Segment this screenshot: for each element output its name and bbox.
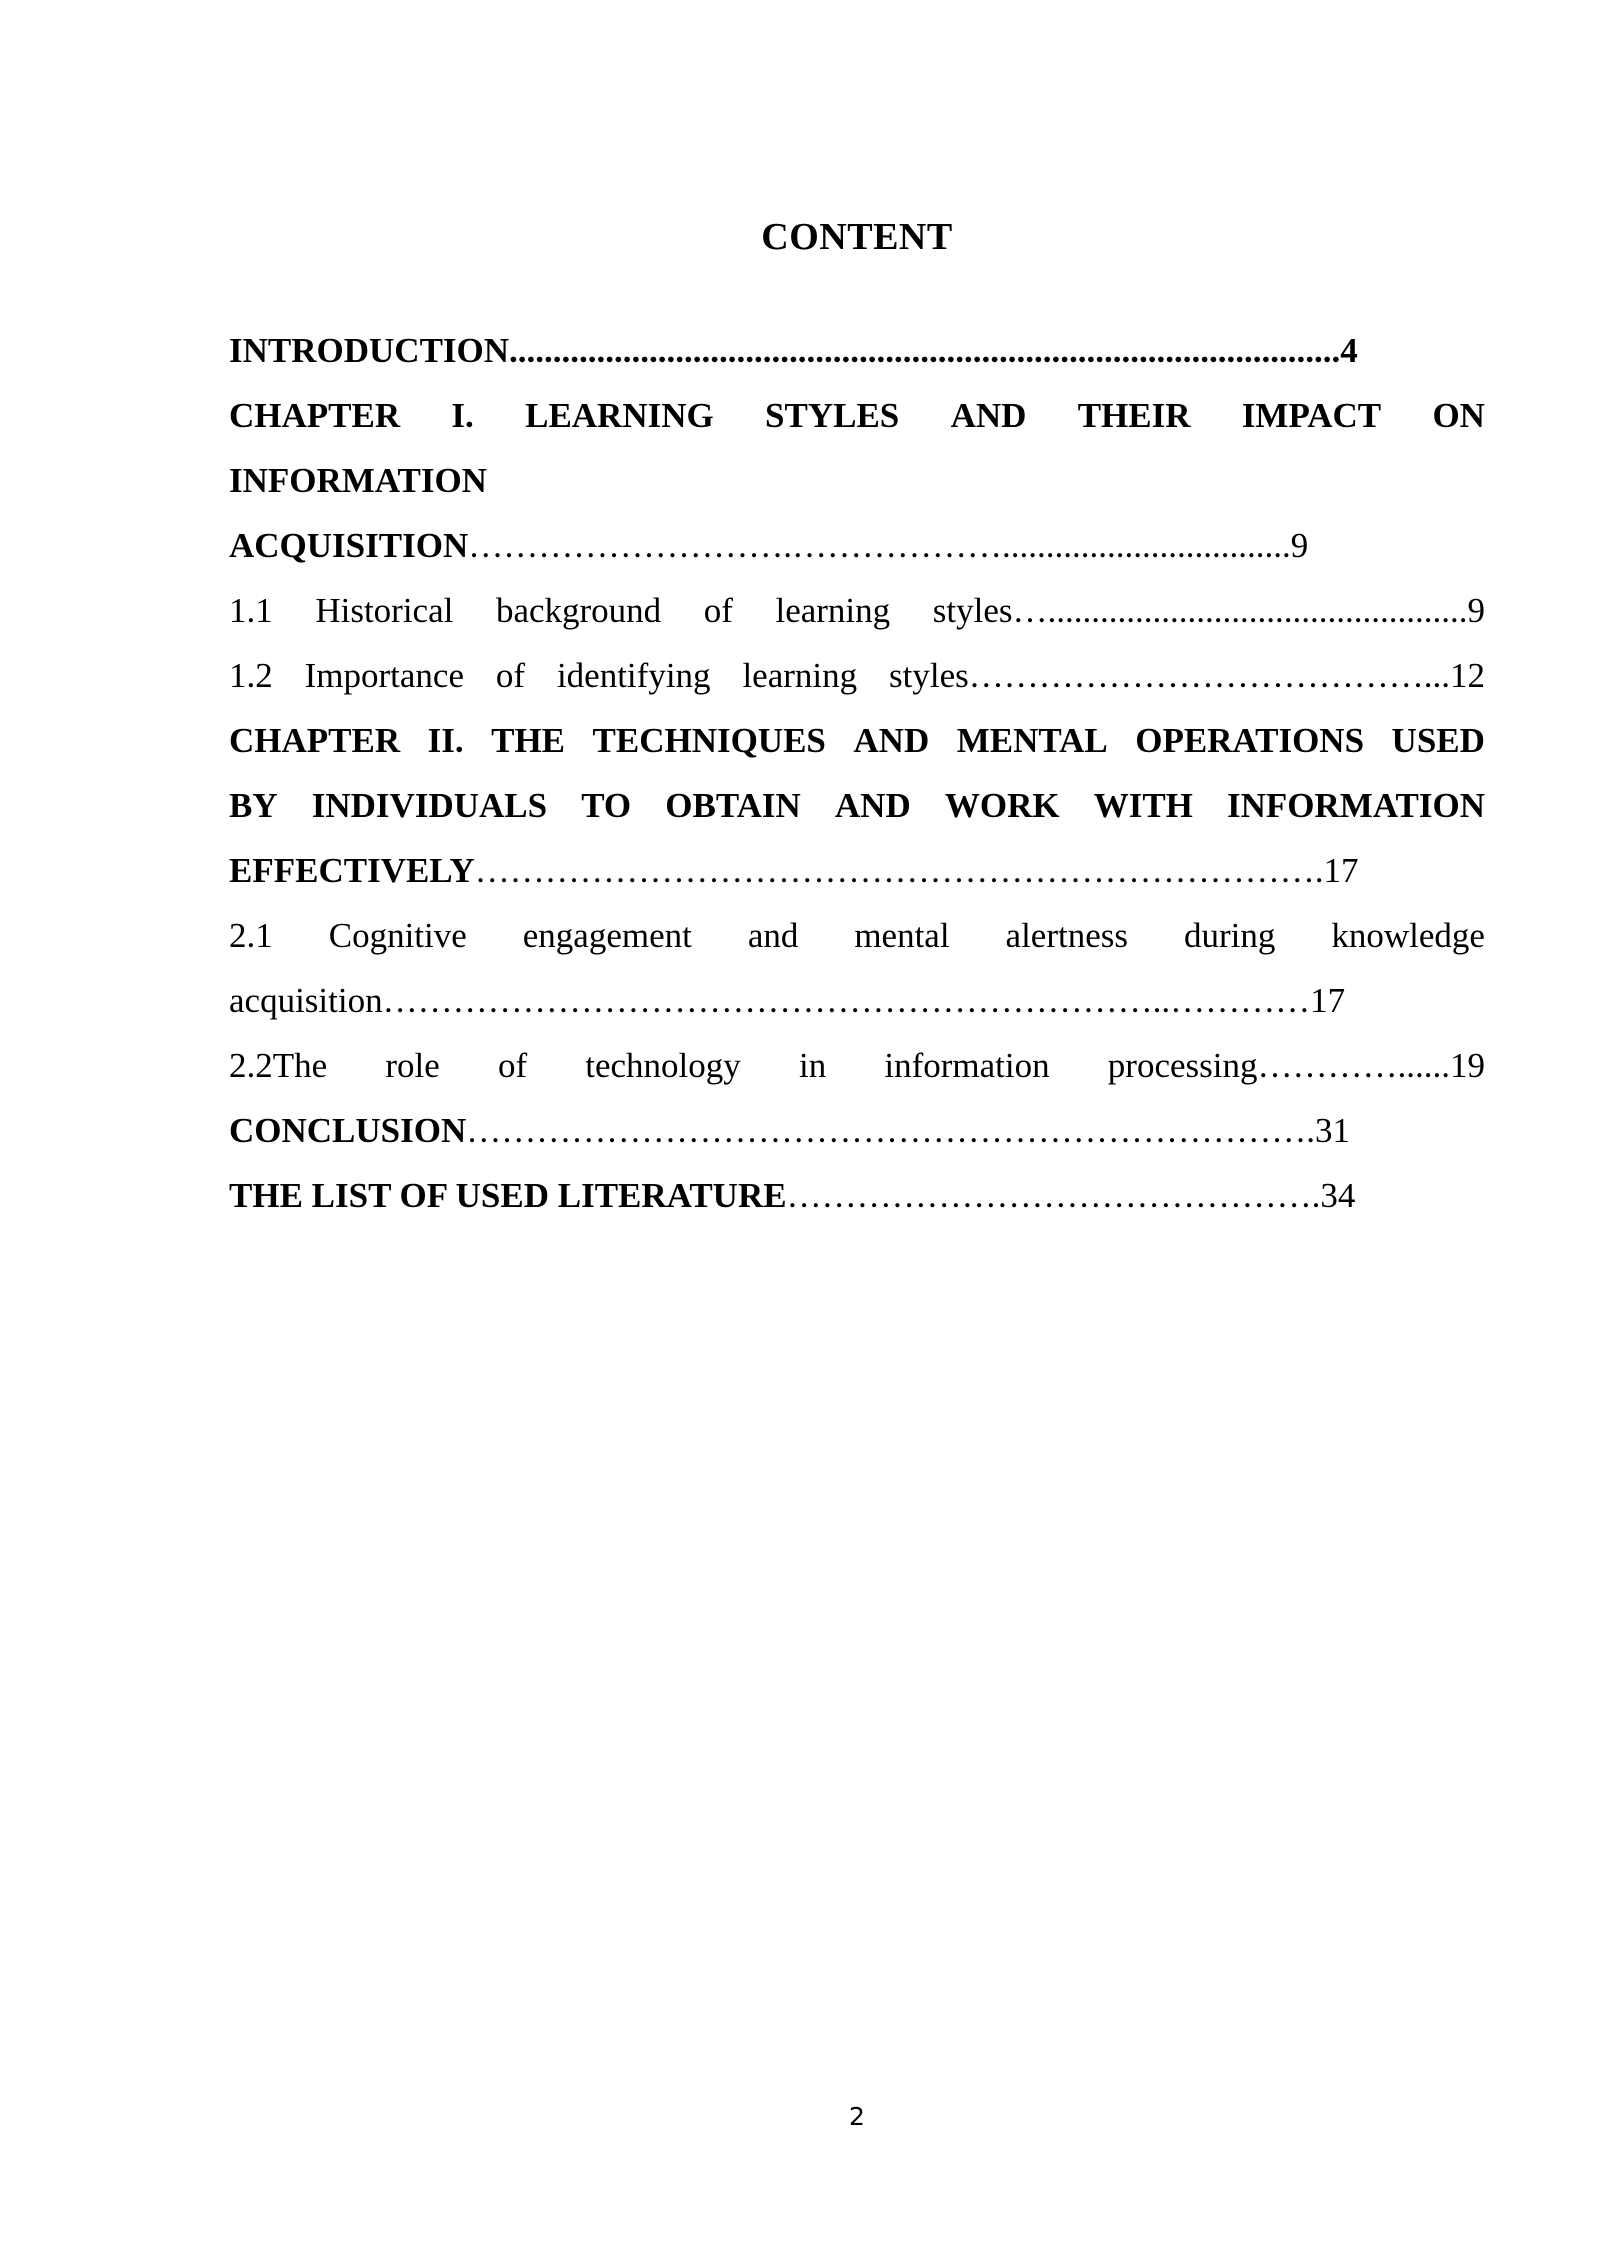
toc-word: 2.2The — [229, 1046, 328, 1085]
toc-word: technology — [585, 1046, 741, 1085]
toc-word: in — [798, 1046, 827, 1085]
toc-word: Cognitive — [328, 916, 467, 955]
toc-word: USED — [1391, 721, 1485, 760]
toc-word: of — [703, 591, 733, 630]
toc-heading-text: THE LIST OF USED LITERATURE — [229, 1176, 787, 1215]
toc-word: I. — [451, 396, 474, 435]
toc-entry-chapter2-line3 — [229, 838, 1485, 903]
toc-heading-text: EFFECTIVELY — [229, 851, 475, 890]
toc-entry-chapter2-line1 — [229, 708, 1485, 773]
toc-word: styles…................................................9 — [932, 591, 1485, 630]
toc-word: Historical — [315, 591, 454, 630]
toc-word: TECHNIQUES — [592, 721, 826, 760]
table-of-contents — [229, 318, 1485, 1228]
toc-word: alertness — [1005, 916, 1128, 955]
toc-word: AND — [853, 721, 930, 760]
toc-entry-section-2-1-line2: acquisition…………………………………………………………..…………17 — [229, 981, 1346, 1020]
toc-word: during — [1183, 916, 1276, 955]
page-number: 2 — [849, 2102, 865, 2131]
toc-leader: ……………………………………………………………….31 — [466, 1111, 1351, 1150]
toc-word: WITH — [1093, 786, 1193, 825]
toc-heading-text: ACQUISITION — [229, 526, 469, 565]
toc-word: Importance — [304, 656, 465, 695]
toc-entry-conclusion — [229, 1098, 1485, 1163]
toc-word: styles…………………………………...12 — [889, 656, 1485, 695]
toc-word: of — [495, 656, 526, 695]
toc-entry-section-1-2 — [229, 643, 1485, 708]
page-title: CONTENT — [761, 216, 953, 258]
toc-word: AND — [834, 786, 911, 825]
toc-entry-chapter1-line1 — [229, 383, 1485, 448]
toc-word: LEARNING — [525, 396, 714, 435]
toc-word: INFORMATION — [1227, 786, 1485, 825]
toc-word: MENTAL — [956, 721, 1108, 760]
toc-leader: ……………………………………………………………….17 — [474, 851, 1359, 890]
toc-word: TO — [581, 786, 632, 825]
toc-entry-literature — [229, 1163, 1485, 1228]
toc-word: of — [497, 1046, 528, 1085]
toc-word: ON — [1432, 396, 1485, 435]
toc-word: II. — [427, 721, 464, 760]
toc-word: 1.2 — [229, 656, 273, 695]
toc-word: learning — [742, 656, 858, 695]
toc-word: THE — [491, 721, 566, 760]
toc-entry-section-1-1 — [229, 578, 1485, 643]
toc-word: AND — [950, 396, 1027, 435]
toc-entry-section-2-2 — [229, 1033, 1485, 1098]
toc-word: 2.1 — [229, 916, 273, 955]
toc-word: identifying — [556, 656, 711, 695]
toc-word: mental — [854, 916, 950, 955]
toc-entry-chapter1-line3 — [229, 513, 1485, 578]
toc-word: processing…………......19 — [1107, 1046, 1485, 1085]
toc-word: background — [495, 591, 662, 630]
toc-word: IMPACT — [1241, 396, 1382, 435]
toc-entry-chapter1-line2: INFORMATION — [229, 461, 487, 500]
toc-word: role — [385, 1046, 440, 1085]
toc-word: THEIR — [1077, 396, 1191, 435]
toc-word: STYLES — [765, 396, 900, 435]
toc-word: engagement — [522, 916, 692, 955]
toc-word: 1.1 — [229, 591, 273, 630]
toc-heading-text: CONCLUSION — [229, 1111, 467, 1150]
toc-word: OBTAIN — [665, 786, 801, 825]
toc-word: BY — [229, 786, 278, 825]
toc-entry-chapter2-line2 — [229, 773, 1485, 838]
toc-entry-section-2-1-line1 — [229, 903, 1485, 968]
toc-word: knowledge — [1331, 916, 1485, 955]
toc-word: information — [884, 1046, 1050, 1085]
toc-word: learning — [775, 591, 891, 630]
toc-entry-introduction: INTRODUCTION...............................................................................................4 — [229, 331, 1358, 370]
toc-word: and — [747, 916, 799, 955]
toc-leader: ……………………….……………….................................9 — [468, 526, 1309, 565]
toc-word: OPERATIONS — [1135, 721, 1365, 760]
toc-word: WORK — [944, 786, 1060, 825]
toc-word: CHAPTER — [229, 396, 401, 435]
toc-word: INDIVIDUALS — [311, 786, 548, 825]
toc-word: CHAPTER — [229, 721, 401, 760]
toc-leader: ……………………………………….34 — [786, 1176, 1356, 1215]
